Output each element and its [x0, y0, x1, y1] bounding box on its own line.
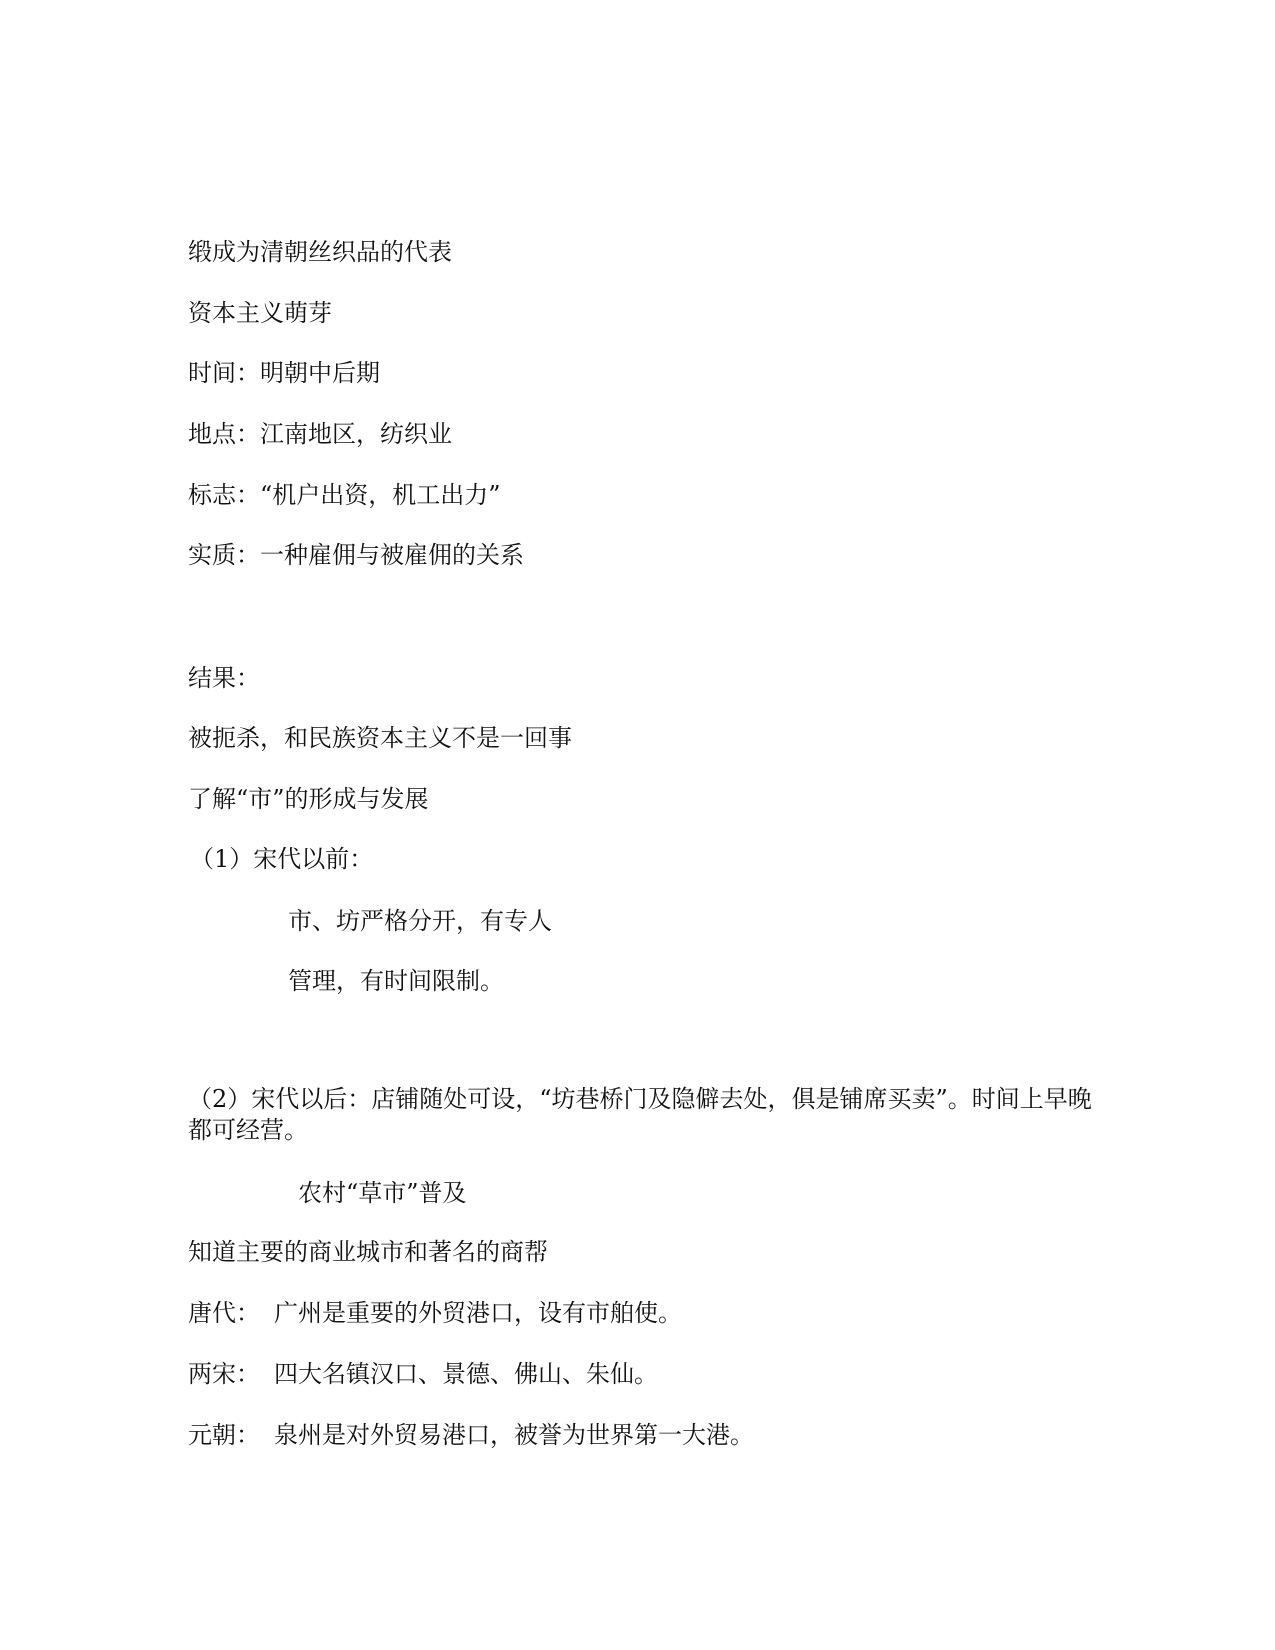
result-text: 被扼杀，和民族资本主义不是一回事	[188, 724, 572, 752]
time-line: 时间：明朝中后期	[188, 359, 380, 387]
sign-line: 标志：“机户出资，机工出力”	[188, 481, 501, 509]
silk-line: 缎成为清朝丝织品的代表	[188, 238, 452, 266]
essence-line: 实质：一种雇佣与被雇佣的关系	[188, 541, 524, 569]
place-line: 地点：江南地区，纺织业	[188, 420, 452, 448]
market-heading: 了解“市”的形成与发展	[188, 785, 429, 813]
before-song-detail-1: 市、坊严格分开，有专人	[288, 907, 552, 935]
dynasty-label: 唐代：	[188, 1299, 260, 1327]
rural-market-line: 农村“草市”普及	[298, 1179, 467, 1207]
result-label: 结果：	[188, 664, 260, 692]
after-song-paragraph: （2）宋代以后：店铺随处可设，“坊巷桥门及隐僻去处，俱是铺席买卖”。时间上早晚都可经营。	[188, 1085, 1092, 1144]
dynasty-label: 元朝：	[188, 1421, 260, 1449]
dynasty-text: 四大名镇汉口、景德、佛山、朱仙。	[274, 1360, 658, 1388]
dynasty-row-tang	[188, 1297, 682, 1329]
dynasty-row-yuan	[188, 1419, 754, 1451]
dynasty-row-song	[188, 1358, 658, 1390]
dynasty-label: 两宋：	[188, 1360, 260, 1388]
before-song-heading: （1）宋代以前：	[190, 845, 374, 873]
before-song-detail-2: 管理，有时间限制。	[288, 967, 504, 995]
cities-heading: 知道主要的商业城市和著名的商帮	[188, 1238, 548, 1266]
dynasty-text: 泉州是对外贸易港口，被誉为世界第一大港。	[274, 1421, 754, 1449]
dynasty-text: 广州是重要的外贸港口，设有市舶使。	[274, 1299, 682, 1327]
capitalism-heading: 资本主义萌芽	[188, 299, 332, 327]
